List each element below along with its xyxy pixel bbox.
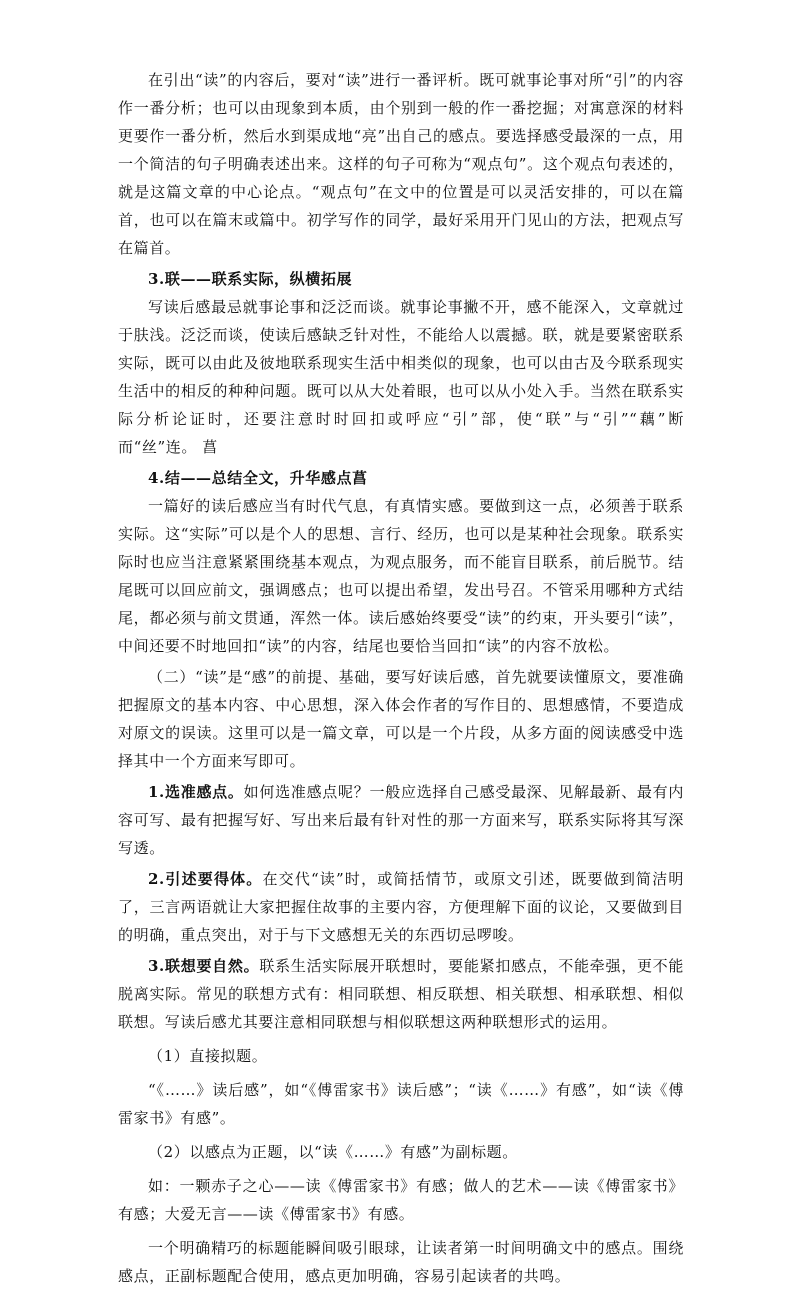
heading-conclude: 4.结——总结全文，升华感点菖 [148,469,368,487]
lead-choose-point: 1.选准感点。 [148,783,244,801]
paragraph-reading-basis: （二）“读”是“感”的前提、基础，要写好读后感，首先就要读懂原文，要准确把握原文的基本内容、中心思想，深入体会作者的写作目的、思想感情，不要造成对原文的误读。这里可以是一篇文章，可以是一个片段，从多方面的阅读感受中选择其中一个方面来写即可。 [118,668,684,770]
heading-connect: 3.联——联系实际，纵横拓展 [148,270,353,288]
paragraph-direct-title: （1）直接拟题。 [148,1047,268,1065]
paragraph-conclude: 一篇好的读后感应当有时代气息，有真情实感。要做到这一点，必须善于联系实际。这“实际”可以是个人的思想、言行、经历，也可以是某种社会现象。联系实际时也应当注意紧紧围绕基本观点，为观点服务，而不能盲目联系，前后脱节。结尾既可以回应前文，强调感点；也可以提出希望，发出号召。不管采用哪种方式结尾，都必须与前文贯通，浑然一体。读后感始终要受“读”的约束，开头要引“读”，中间还要不时地回扣“读”的内容，结尾也要恰当回扣“读”的内容不放松。 [118,497,684,655]
paragraph-direct-title-example: “《……》读后感”，如“《傅雷家书》读后感”；“读《……》有感”，如“读《傅雷家书》有感”。 [118,1081,684,1127]
paragraph-quote-properly [118,865,684,949]
text-choose-point: 如何选准感点呢？一般应选择自己感受最深、见解最新、最有内容可写、最有把握写好、写出来后最有针对性的那一方面来写，联系实际将其写深写透。 [118,783,684,857]
paragraph-natural-association [118,952,684,1036]
paragraph-choose-point [118,778,684,862]
paragraph-connect: 写读后感最忌就事论事和泛泛而谈。就事论事撇不开，感不能深入，文章就过于肤浅。泛泛而谈，使读后感缺乏针对性，不能给人以震撼。联，就是要紧密联系实际，既可以由此及彼地联系现实生活中相类似的现象，也可以由古及今联系现实生活中的相反的种种问题。既可以从大处着眼，也可以从小处入手。当然在联系实际分析论证时，还要注意时时回扣或呼应“引”部，使“联”与“引”“藕”断而“丝”连。 菖 [118,298,684,456]
paragraph-subtitle-example: 如：一颗赤子之心——读《傅雷家书》有感；做人的艺术——读《傅雷家书》有感；大爱无言——读《傅雷家书》有感。 [118,1177,684,1223]
paragraph-commentary: 在引出“读”的内容后，要对“读”进行一番评析。既可就事论事对所“引”的内容作一番分析；也可以由现象到本质，由个别到一般的作一番挖掘；对寓意深的材料更要作一番分析，然后水到渠成地“亮”出自己的感点。要选择感受最深的一点，用一个简洁的句子明确表述出来。这样的句子可称为“观点句”。这个观点句表述的，就是这篇文章的中心论点。“观点句”在文中的位置是可以灵活安排的，可以在篇首，也可以在篇末或篇中。初学写作的同学，最好采用开门见山的方法，把观点写在篇首。 [118,71,684,257]
lead-quote-properly: 2.引述要得体。 [148,870,263,888]
text-quote-properly: 在交代“读”时，或简括情节，或原文引述，既要做到简洁明了，三言两语就让大家把握住故事的主要内容，方便理解下面的议论，又要做到目的明确，重点突出，对于与下文感想无关的东西切忌啰唆。 [118,870,684,944]
paragraph-subtitle-method: （2）以感点为正题，以“读《……》有感”为副标题。 [148,1143,518,1161]
paragraph-title-summary: 一个明确精巧的标题能瞬间吸引眼球，让读者第一时间明确文中的感点。围绕感点，正副标题配合使用，感点更加明确，容易引起读者的共鸣。 [118,1239,684,1285]
text-natural-association: 联系生活实际展开联想时，要能紧扣感点，不能牵强，更不能脱离实际。常见的联想方式有：相同联想、相反联想、相关联想、相承联想、相似联想。写读后感尤其要注意相同联想与相似联想这两种联想形式的运用。 [118,957,685,1031]
lead-natural-association: 3.联想要自然。 [148,957,260,975]
